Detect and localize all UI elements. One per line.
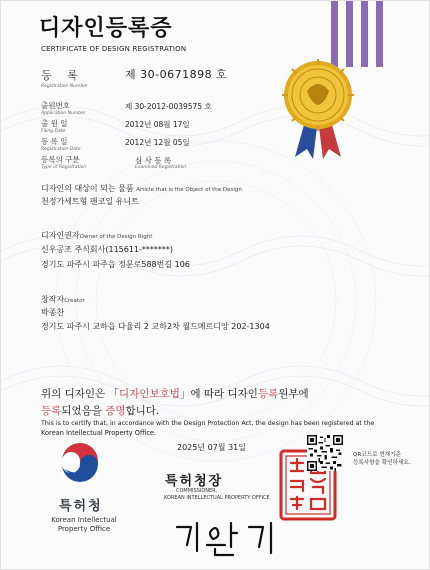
statement-text: 」에 따라 디자인 bbox=[179, 388, 258, 400]
registration-label-en: Registration Number bbox=[41, 84, 88, 89]
office-title-en1: COMMISSIONER, bbox=[176, 488, 218, 494]
statement-text: 원부에 bbox=[278, 388, 309, 400]
decorative-stripe bbox=[376, 1, 383, 67]
owner-heading-en: Owner of the Design Right bbox=[79, 234, 153, 240]
detail-value: 2012년 08월 17일 bbox=[125, 120, 190, 129]
article-heading-en: Article that is the Object of the Design bbox=[136, 187, 242, 193]
article-value: 천정가세트형 팬코일 유니트 bbox=[41, 197, 139, 206]
detail-value: 제 30-2012-0039575 호 bbox=[125, 102, 212, 111]
gold-seal-icon bbox=[277, 55, 359, 159]
detail-label-en: Application Number bbox=[41, 111, 86, 116]
article-heading bbox=[41, 183, 242, 194]
issue-date: 2025년 07월 31일 bbox=[177, 443, 246, 452]
creator-heading-ko: 창작자 bbox=[41, 295, 65, 304]
detail-label-en: Type of Registration bbox=[41, 165, 87, 170]
decorative-stripe bbox=[361, 1, 368, 67]
statement-highlight: 증명 bbox=[105, 405, 126, 417]
qr-instruction-line1: QR코드로 현재기준 bbox=[353, 452, 401, 458]
statement-english-line1: This is to certify that, in accordance with the Design Protection Act, the design has been registered at the bbox=[41, 420, 375, 427]
creator-address: 경기도 파주시 교하읍 다율리 2 교하2차 월드메르디앙 202-1304 bbox=[41, 322, 270, 331]
handwritten-signature bbox=[171, 517, 281, 559]
kipo-taegeuk-logo-icon bbox=[55, 439, 105, 489]
detail-label: 출원번호 bbox=[41, 101, 70, 110]
kipo-name-en: Korean Intellectual Property Office bbox=[51, 516, 117, 533]
registration-label: 등 록 bbox=[41, 69, 84, 82]
article-heading-ko: 디자인의 대상이 되는 물품 bbox=[41, 184, 134, 193]
creator-name: 박종찬 bbox=[41, 308, 65, 317]
statement-law-name: 디자인보호법 bbox=[119, 388, 180, 400]
detail-value-en: Examined Registration bbox=[135, 165, 187, 170]
owner-heading bbox=[41, 230, 152, 241]
detail-label-en: Registration Date bbox=[41, 147, 81, 152]
creator-heading-en: Creator bbox=[64, 298, 85, 304]
office-title-en2: KOREAN INTELLECTUAL PROPERTY OFFICE bbox=[164, 495, 270, 501]
kipo-name: 특허청 bbox=[59, 499, 103, 514]
certificate-title-en: CERTIFICATE OF DESIGN REGISTRATION bbox=[41, 45, 187, 53]
qr-instruction-line2: 등록사항을 확인하세요. bbox=[353, 460, 411, 466]
detail-value: 2012년 12월 05일 bbox=[125, 138, 190, 147]
statement-text: 위의 디자인은 「 bbox=[41, 388, 120, 400]
statement-korean-line1 bbox=[41, 386, 309, 401]
owner-name: 신우공조 주식회사(115611-*******) bbox=[41, 245, 174, 254]
statement-highlight: 등록 bbox=[41, 405, 62, 417]
detail-value: 심 사 등 록 bbox=[135, 156, 172, 165]
verification-qr-code[interactable] bbox=[307, 435, 343, 471]
statement-english-line2: Korean Intellectual Property Office. bbox=[41, 429, 157, 437]
owner-address: 경기도 파주시 파주읍 정문로588번길 106 bbox=[41, 260, 190, 269]
owner-heading-ko: 디자인권자 bbox=[41, 231, 80, 240]
statement-text: 되었음을 bbox=[61, 405, 106, 417]
detail-label: 등록의 구분 bbox=[41, 155, 80, 164]
creator-heading bbox=[41, 294, 85, 305]
statement-highlight: 등록 bbox=[257, 388, 279, 400]
registration-number: 제 30-0671898 호 bbox=[125, 68, 228, 81]
statement-text: 합니다. bbox=[125, 405, 160, 417]
detail-label: 출 원 일 bbox=[41, 119, 68, 128]
office-title: 특허청장 bbox=[165, 474, 224, 489]
statement-korean-line2 bbox=[41, 403, 159, 418]
detail-label-en: Filing Date bbox=[41, 129, 66, 134]
certificate-title: 디자인등록증 bbox=[39, 16, 173, 41]
detail-label: 등 록 일 bbox=[41, 137, 68, 146]
